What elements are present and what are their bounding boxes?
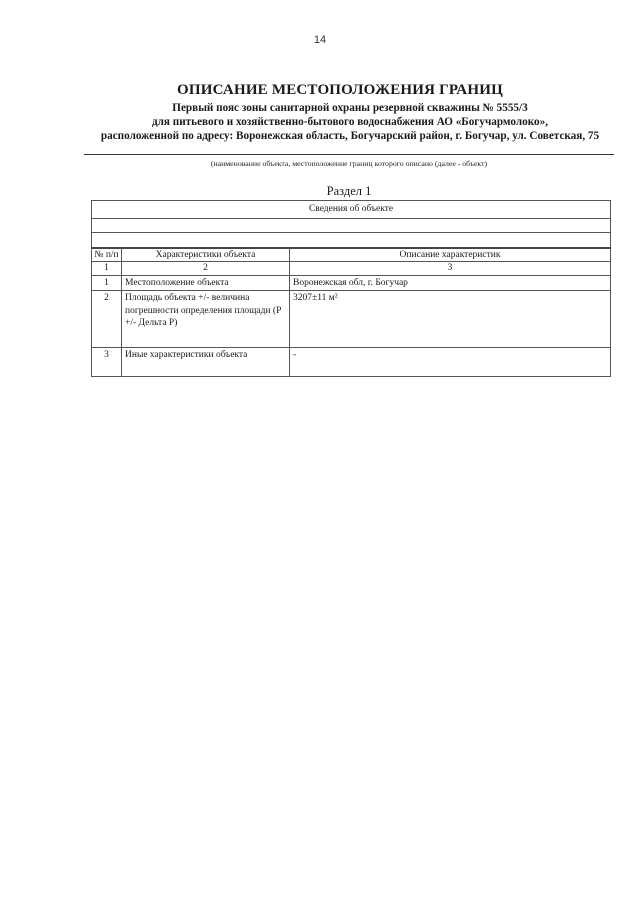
document-subtitle: [70, 101, 630, 143]
object-info-table-wrapper: [91, 200, 610, 377]
column-number-3: 3: [290, 262, 611, 276]
row-characteristic: Иные характеристики объекта: [122, 348, 290, 377]
row-number: 2: [92, 291, 122, 348]
row-characteristic: Площадь объекта +/- величина погрешности определения площади (Р +/- Дельта Р): [122, 291, 290, 348]
header-description: Описание характеристик: [290, 248, 611, 262]
object-name-note: (наименование объекта, местоположение границ которого описано (далее - объект): [210, 159, 488, 168]
table-row: [92, 348, 611, 377]
row-description: 3207±11 м²: [290, 291, 611, 348]
underline-rule: [84, 154, 614, 155]
row-number: 1: [92, 275, 122, 291]
page-number: 14: [313, 34, 327, 46]
table-blank-row: [92, 218, 611, 232]
subtitle-line-3: расположенной по адресу: Воронежская область, Богучарский район, г. Богучар, ул. Советская, 75: [100, 130, 600, 142]
row-characteristic: Местоположение объекта: [122, 275, 290, 291]
column-number-2: 2: [122, 262, 290, 276]
row-description: -: [290, 348, 611, 377]
object-info-table: [91, 200, 611, 377]
header-number: № п/п: [92, 248, 122, 262]
table-row: [92, 291, 611, 348]
table-row: [92, 275, 611, 291]
table-column-number-row: [92, 262, 611, 276]
table-caption: Сведения об объекте: [92, 201, 611, 219]
subtitle-line-1: Первый пояс зоны санитарной охраны резервной скважины № 5555/3: [172, 102, 528, 114]
table-gap-row: [92, 232, 611, 248]
subtitle-line-2: для питьевого и хозяйственно-бытового водоснабжения АО «Богучармолоко»,: [151, 116, 548, 128]
row-number: 3: [92, 348, 122, 377]
document-title: ОПИСАНИЕ МЕСТОПОЛОЖЕНИЯ ГРАНИЦ: [177, 82, 503, 98]
table-header-row: [92, 248, 611, 262]
section-title: Раздел 1: [326, 184, 372, 198]
column-number-1: 1: [92, 262, 122, 276]
row-description: Воронежская обл, г. Богучар: [290, 275, 611, 291]
header-characteristic: Характеристики объекта: [122, 248, 290, 262]
